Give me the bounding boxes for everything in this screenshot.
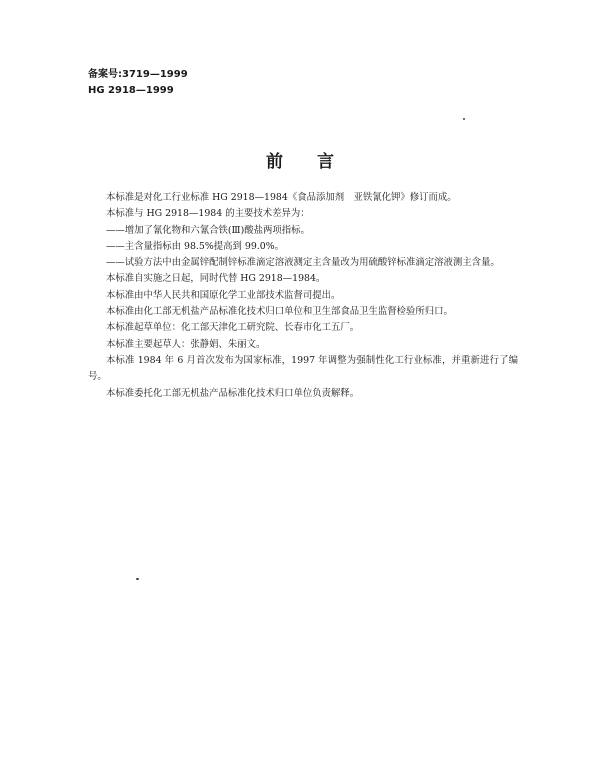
paragraph: 本标准由化工部无机盐产品标准化技术归口单位和卫生部食品卫生监督检验所归口。 bbox=[106, 306, 453, 318]
scan-speck bbox=[136, 578, 139, 580]
standard-number: HG 2918—1999 bbox=[88, 85, 174, 96]
document-header bbox=[88, 67, 188, 99]
paragraph: 本标准主要起草人：张静娟、朱丽文。 bbox=[106, 338, 266, 350]
paragraph: 本标准起草单位：化工部天津化工研究院、长春市化工五厂。 bbox=[106, 322, 360, 334]
page-title: 前言 bbox=[266, 152, 368, 172]
paragraph: ——增加了氰化物和六氰合铁(Ⅲ)酸盐两项指标。 bbox=[106, 224, 310, 236]
scan-speck bbox=[463, 118, 465, 120]
paragraph: ——试验方法中由金属锌配制锌标准滴定溶液测定主含量改为用硫酸锌标准滴定溶液测主含量。 bbox=[106, 257, 500, 269]
paragraph: 本标准委托化工部无机盐产品标准化技术归口单位负责解释。 bbox=[106, 387, 360, 399]
filing-number: 备案号:3719—1999 bbox=[88, 69, 188, 80]
paragraph: 本标准与 HG 2918—1984 的主要技术差异为： bbox=[106, 208, 310, 220]
paragraph: 本标准是对化工行业标准 HG 2918—1984《食品添加剂 亚铁氰化钾》修订而成。 bbox=[106, 192, 457, 203]
paragraph: 本标准 1984 年 6 月首次发布为国家标准，1997 年调整为强制性化工行业标准，并重新进行了编号。 bbox=[88, 354, 518, 383]
paragraph: 本标准由中华人民共和国原化学工业部技术监督司提出。 bbox=[106, 289, 341, 301]
foreword-body bbox=[88, 190, 518, 402]
paragraph: 本标准自实施之日起，同时代替 HG 2918—1984。 bbox=[106, 273, 326, 285]
paragraph: ——主含量指标由 98.5%提高到 99.0%。 bbox=[106, 240, 285, 252]
